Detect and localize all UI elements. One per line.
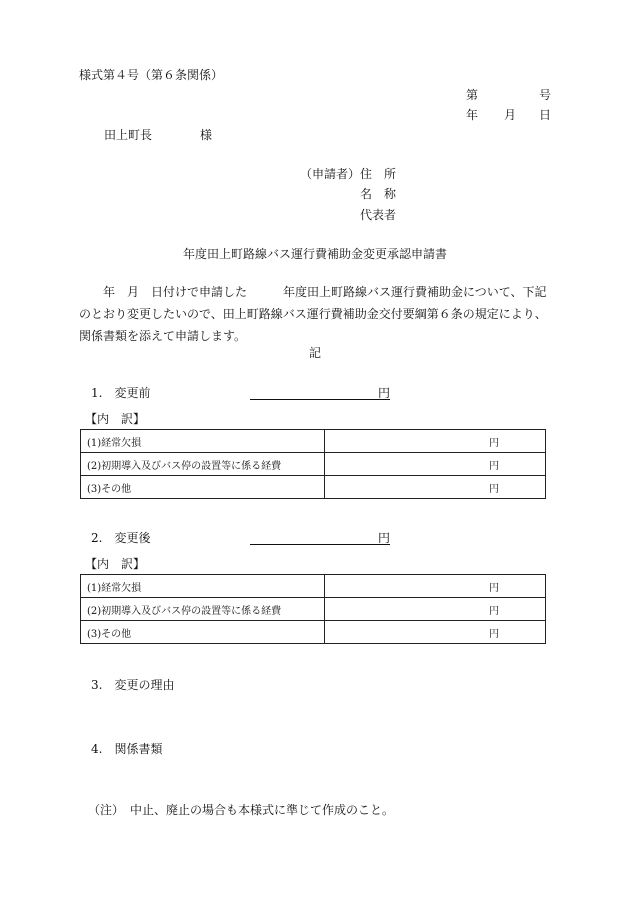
doc-number-suffix: 号 [539, 88, 552, 102]
section1-yen: 円 [378, 386, 391, 400]
table-row [81, 476, 546, 499]
row-amount-unit: 円 [325, 621, 546, 644]
body-line-1: 年 月 日付けで申請した 年度田上町路線バス運行費補助金について、下記 [103, 285, 547, 299]
form-number: 様式第４号（第６条関係） [79, 68, 224, 82]
section1-breakdown-table [80, 429, 546, 499]
note: （注） 中止、廃止の場合も本様式に準じて作成のこと。 [88, 803, 395, 817]
date-year: 年 [466, 108, 479, 122]
section4-heading: 4. 関係書類 [91, 742, 163, 756]
section2-amount-line [250, 544, 390, 545]
body-paragraph [79, 281, 559, 347]
row-amount-unit: 円 [325, 575, 546, 598]
row-label: (1)経常欠損 [81, 430, 325, 453]
applicant-label: （申請者） [300, 167, 361, 181]
row-amount-unit: 円 [325, 598, 546, 621]
row-label: (3)その他 [81, 476, 325, 499]
table-row [81, 575, 546, 598]
body-line-3: 関係書類を添えて申請します。 [79, 329, 247, 343]
table-row [81, 598, 546, 621]
section1-breakdown-label: 【内 訳】 [85, 412, 146, 426]
date-month: 月 [504, 108, 517, 122]
date-day: 日 [539, 108, 552, 122]
section2-yen: 円 [378, 531, 391, 545]
table-row [81, 621, 546, 644]
section1-heading: 1. 変更前 [91, 386, 151, 400]
row-label: (2)初期導入及びバス停の設置等に係る経費 [81, 453, 325, 476]
applicant-address-label: 住 所 [360, 167, 397, 181]
ki-label: 記 [309, 346, 322, 360]
section2-heading: 2. 変更後 [91, 531, 151, 545]
table-row [81, 453, 546, 476]
applicant-representative-label: 代表者 [360, 208, 397, 222]
addressee-honorific: 様 [200, 128, 213, 142]
row-label: (2)初期導入及びバス停の設置等に係る経費 [81, 598, 325, 621]
row-amount-unit: 円 [325, 453, 546, 476]
row-amount-unit: 円 [325, 476, 546, 499]
document-title: 年度田上町路線バス運行費補助金変更承認申請書 [182, 247, 447, 261]
row-label: (1)経常欠損 [81, 575, 325, 598]
section2-breakdown-label: 【内 訳】 [85, 557, 146, 571]
section1-amount-line [250, 399, 390, 400]
doc-number-prefix: 第 [466, 88, 479, 102]
section3-heading: 3. 変更の理由 [91, 678, 175, 692]
body-line-2: のとおり変更したいので、田上町路線バス運行費補助金交付要綱第６条の規定により、 [79, 307, 547, 321]
addressee-name: 田上町長 [104, 128, 153, 142]
section2-breakdown-table [80, 574, 546, 644]
row-label: (3)その他 [81, 621, 325, 644]
applicant-name-label: 名 称 [360, 187, 397, 201]
table-row [81, 430, 546, 453]
row-amount-unit: 円 [325, 430, 546, 453]
